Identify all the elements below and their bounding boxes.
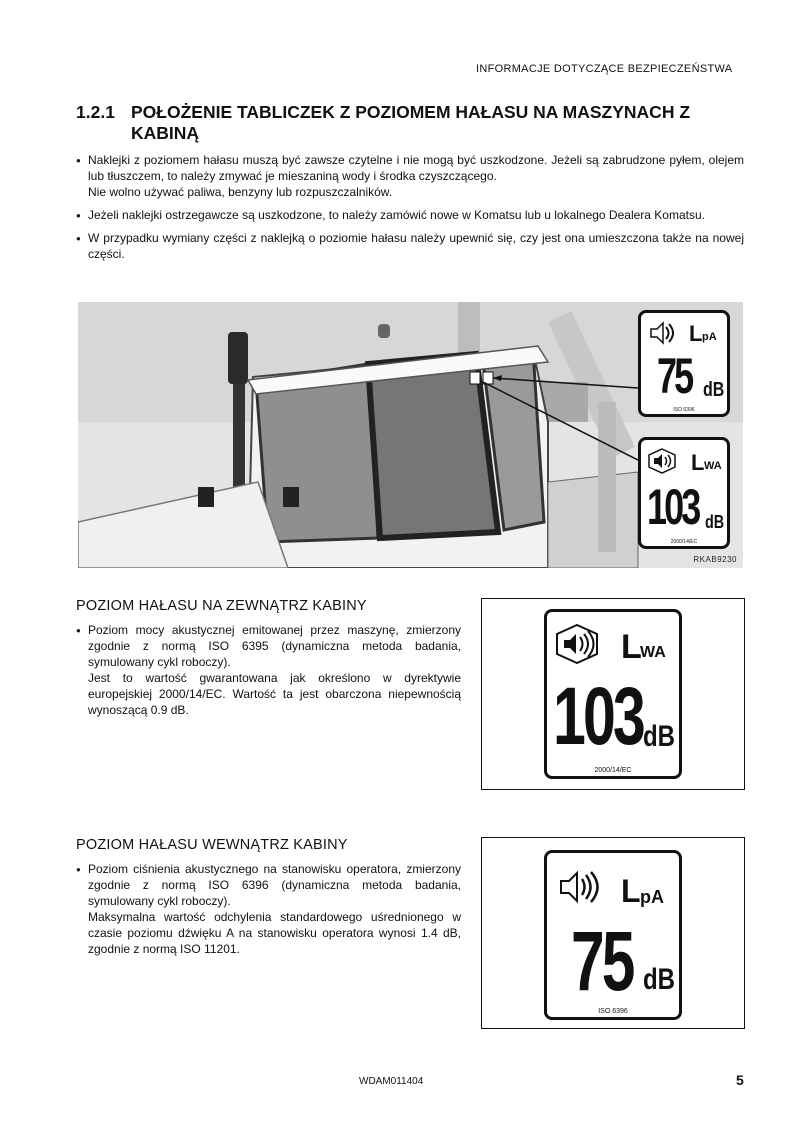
speaker-icon [555, 624, 599, 664]
heading-number: 1.2.1 [76, 102, 115, 122]
page-number: 5 [736, 1072, 744, 1088]
running-header: INFORMACJE DOTYCZĄCE BEZPIECZEŃSTWA [476, 63, 733, 75]
bullet-item [76, 861, 461, 957]
label-letter: L [689, 321, 703, 346]
label-lpa [544, 850, 682, 1020]
photo-label-lpa [638, 310, 730, 417]
label-unit: dB [643, 720, 675, 753]
label-unit: dB [705, 512, 725, 532]
bullet-extra-text: Maksymalna wartość odchylenia standardowego uśrednionego w czasie poziomu dźwięku A na stanowisku operatora wynosi 1.4 dB, zgodnie z normą ISO 11201. [88, 910, 461, 956]
section-title-inside: POZIOM HAŁASU WEWNĄTRZ KABINY [76, 837, 348, 853]
section-text-outside [76, 622, 461, 718]
label-letter: L [691, 450, 705, 475]
bullet-item [76, 207, 744, 223]
label-letter: L [621, 873, 641, 909]
bullet-item [76, 622, 461, 718]
speaker-icon [647, 448, 677, 474]
bullet-list [76, 152, 744, 262]
label-subscript: WA [704, 460, 722, 472]
label-standard: ISO 6396 [673, 407, 695, 413]
label-frame-inside [481, 837, 745, 1029]
bullet-extra-text: Jest to wartość gwarantowana jak określono w dyrektywie europejskiej 2000/14/EC. Wartość ta jest obarczona niepewnością wynoszącą 0.9 dB. [88, 671, 461, 717]
label-value: 75 [657, 348, 692, 404]
speaker-icon [647, 321, 675, 345]
photo-label-lwa [638, 437, 730, 549]
label-subscript: pA [640, 887, 664, 907]
bullet-text: Poziom mocy akustycznej emitowanej przez maszynę, zmierzony zgodnie z normą ISO 6395 (dynamiczna metoda badania, symulowany cykl roboczy). [88, 623, 461, 669]
document-code: WDAM011404 [359, 1076, 424, 1087]
label-subscript: pA [702, 331, 717, 343]
label-unit: dB [643, 963, 675, 996]
heading-title: POŁOŻENIE TABLICZEK Z POZIOMEM HAŁASU NA MASZYNACH Z KABINĄ [131, 102, 691, 143]
bullet-extra-text: Nie wolno używać paliwa, benzyny lub rozpuszczalników. [88, 185, 393, 199]
bullet-item [76, 230, 744, 262]
machine-photo [78, 302, 743, 568]
section-text-inside [76, 861, 461, 957]
label-standard: ISO 6396 [598, 1008, 628, 1015]
speaker-icon [557, 869, 601, 905]
label-standard: 2000/14/EC [594, 767, 632, 774]
bullet-text: Naklejki z poziomem hałasu muszą być zawsze czytelne i nie mogą być uszkodzone. Jeżeli są zabrudzone pyłem, olejem lub tłuszczem, to należy zmywać je mieszaniną wody i środka czyszczącego. [88, 153, 744, 183]
label-frame-outside [481, 598, 745, 790]
label-lwa [544, 609, 682, 779]
bullet-text: W przypadku wymiany części z naklejką o poziomie hałasu należy upewnić się, czy jest ona umieszczona także na nowej części. [88, 231, 744, 261]
section-title-outside: POZIOM HAŁASU NA ZEWNĄTRZ KABINY [76, 598, 367, 614]
label-value: 75 [571, 914, 633, 1008]
label-value: 103 [647, 479, 699, 535]
label-standard: 2000/14/EC [670, 539, 698, 545]
label-unit: dB [703, 379, 725, 401]
photo-code: RKAB9230 [693, 555, 737, 564]
bullet-text: Poziom ciśnienia akustycznego na stanowisku operatora, zmierzony zgodnie z normą ISO 6396 (dynamiczna metoda badania, symulowany cykl roboczy). [88, 862, 461, 908]
bullet-text: Jeżeli naklejki ostrzegawcze są uszkodzone, to należy zamówić nowe w Komatsu lub u lokalnego Dealera Komatsu. [88, 208, 705, 222]
bullet-item [76, 152, 744, 200]
label-letter: L [621, 628, 642, 666]
label-subscript: WA [640, 644, 666, 661]
label-value: 103 [553, 671, 643, 762]
